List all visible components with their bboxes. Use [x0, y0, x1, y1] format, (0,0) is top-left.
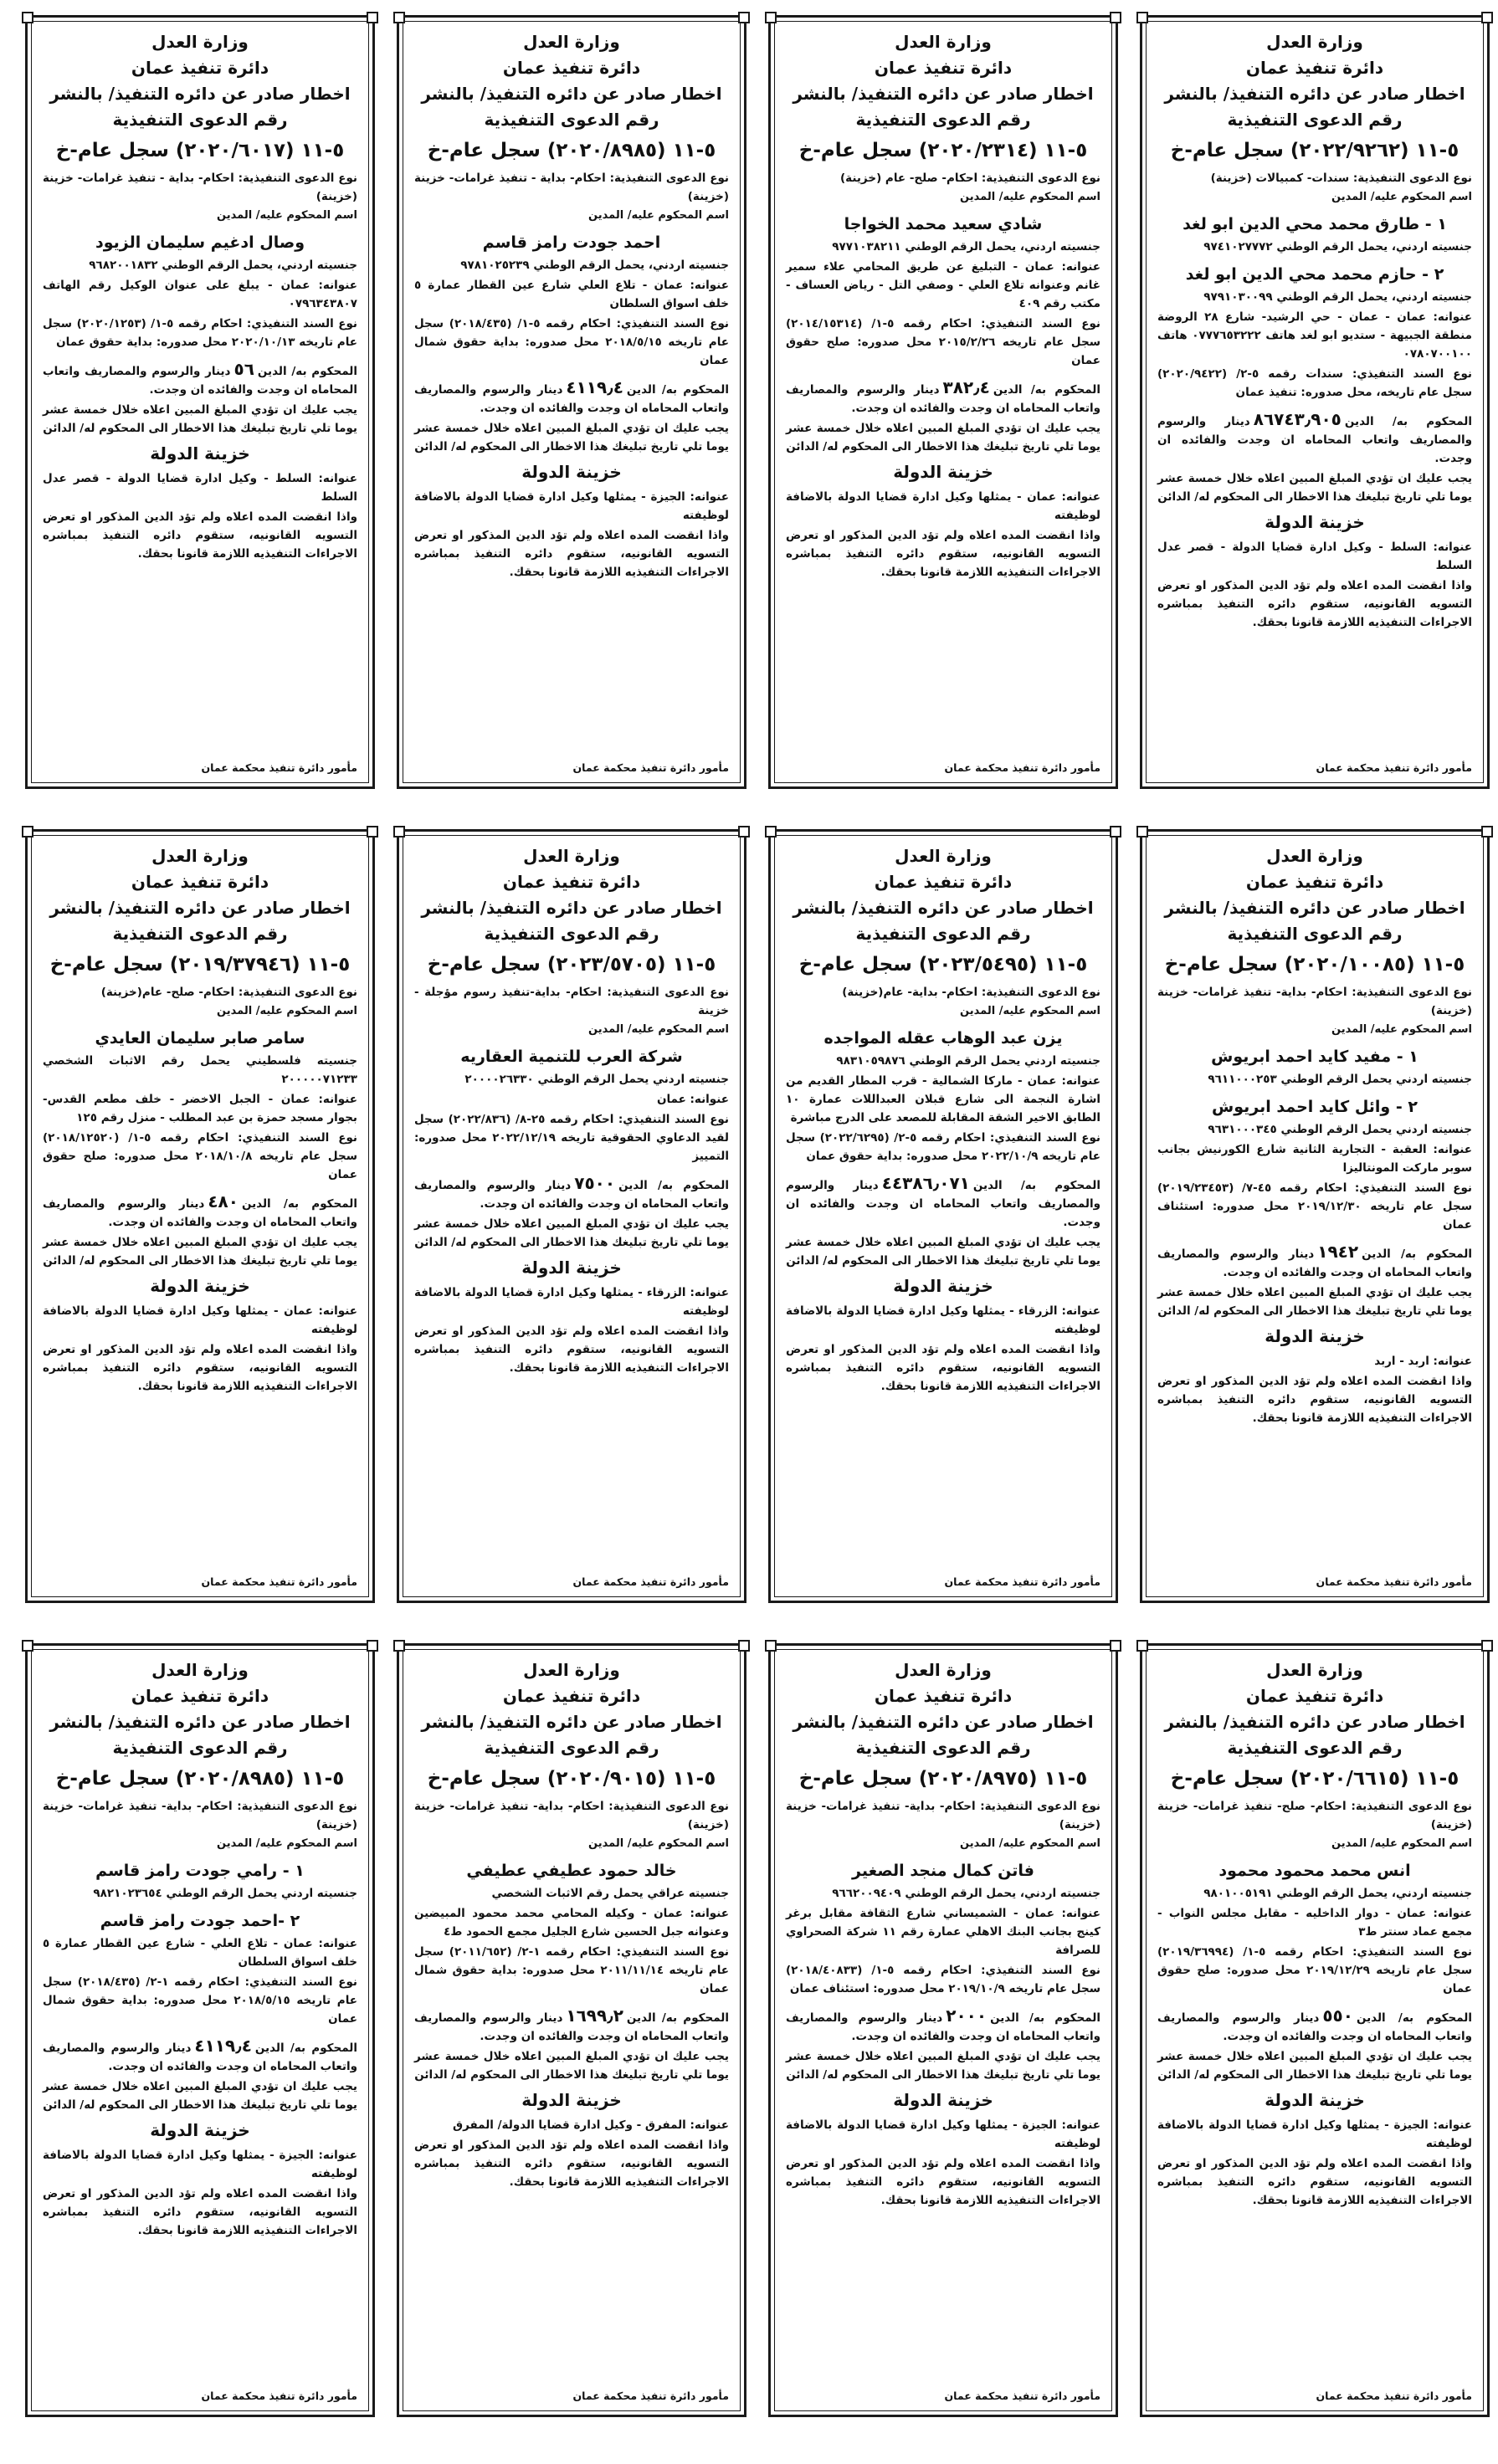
debt-amount: ٥٥٠ [1322, 2006, 1353, 2026]
executive-deed: نوع السند التنفيذي: احكام رقمه ٥-١/ (٢٠١٨/٤٠٨٣٣) سجل عام تاريخه ٢٠١٩/١٠/٩ محل صدوره: استئناف عمان [786, 1964, 1100, 1995]
executive-deed: نوع السند التنفيذي: احكام رقمه ٥-١/ (٢٠٢٠/١٢٥٣) سجل عام تاريخه ٢٠٢٠/١٠/١٣ محل صدوره: بداية حقوق عمان [43, 317, 357, 349]
creditor-address: عنوانه: الزرقاء - يمثلها وكيل ادارة قضايا الدولة بالاضافة لوظيفته [414, 1286, 729, 1318]
department-heading: دائرة تنفيذ عمان [131, 872, 269, 892]
amount-label: المحكوم به/ الدين [618, 1179, 729, 1192]
court-notice [768, 1643, 1118, 2417]
debt-amount: ٨٦٧٤٣٫٩٠٥ [1253, 409, 1342, 429]
department-heading: دائرة تنفيذ عمان [1245, 1686, 1384, 1706]
closing-warning: واذا انقضت المده اعلاه ولم تؤد الدين المذكور او تعرض التسويه القانونيه، ستقوم دائره التنفيذ بمباشره الاجراءات التنفيذيه اللازمة قانونا بحقك. [786, 2157, 1100, 2207]
debtor-address: عنوانه: عمان - الشميساني شارع الثقافة مقابل برغر كينج بجانب البنك الاهلي عمارة رقم ١١ شركة الصحراوي للصرافة [786, 1907, 1100, 1957]
payment-notice: يجب عليك ان تؤدي المبلغ المبين اعلاه خلال خمسة عشر يوما تلي تاريخ تبليغك هذا الاخطار الى المحكوم له/ الدائن [43, 2080, 357, 2112]
debtor-name: شركة العرب للتنمية العقاريه [460, 1048, 683, 1066]
notice-title: اخطار صادر عن دائره التنفيذ/ بالنشر [793, 898, 1094, 918]
debtor-address: عنوانه: عمان - تلاع العلي - شارع عين القطار عمارة ٥ خلف اسواق السلطان [43, 1937, 357, 1969]
debtor-id: جنسيته اردني، يحمل الرقم الوطني ٩٧٩١٠٣٠٠٩٩ [1203, 290, 1472, 304]
debtor-label: اسم المحكوم عليه/ المدين [217, 209, 357, 222]
amount-rest: دينار والرسوم والمصاريف واتعاب المحاماه ان وجدت والفائده ان وجدت. [43, 1197, 357, 1229]
case-type: نوع الدعوى التنفيذية: احكام- صلح- عام(خزينة) [100, 986, 357, 999]
creditor-name: خزينة الدولة [150, 443, 250, 464]
creditor-address: عنوانه: عمان - يمثلها وكيل ادارة قضايا الدولة بالاضافة لوظيفته [786, 490, 1100, 522]
notice-title: اخطار صادر عن دائره التنفيذ/ بالنشر [1164, 1712, 1465, 1732]
payment-notice: يجب عليك ان تؤدي المبلغ المبين اعلاه خلال خمسة عشر يوما تلي تاريخ تبليغك هذا الاخطار الى المحكوم له/ الدائن [786, 422, 1100, 453]
creditor-address: عنوانه: الجيزة - يمثلها وكيل ادارة قضايا الدولة بالاضافة لوظيفته [43, 2149, 357, 2180]
judgment-amount-line [43, 357, 357, 399]
payment-notice: يجب عليك ان تؤدي المبلغ المبين اعلاه خلال خمسة عشر يوما تلي تاريخ تبليغك هذا الاخطار الى المحكوم له/ الدائن [1157, 2050, 1472, 2082]
department-heading: دائرة تنفيذ عمان [502, 1686, 641, 1706]
ministry-heading: وزارة العدل [895, 32, 992, 52]
debtor-name: ٢ -احمد جودت رامز قاسم [100, 1912, 300, 1930]
payment-notice: يجب عليك ان تؤدي المبلغ المبين اعلاه خلال خمسة عشر يوما تلي تاريخ تبليغك هذا الاخطار الى المحكوم له/ الدائن [414, 1217, 729, 1249]
debt-amount: ١٦٩٩٫٢ [566, 2006, 623, 2026]
closing-warning: واذا انقضت المده اعلاه ولم تؤد الدين المذكور او تعرض التسويه القانونيه، ستقوم دائره التنفيذ بمباشره الاجراءات التنفيذيه اللازمة قانونا بحقك. [414, 2139, 729, 2189]
case-type: نوع الدعوى التنفيذية: احكام- بداية- تنفيذ غرامات- خزينة (خزينة) [43, 1800, 357, 1831]
notice-title: اخطار صادر عن دائره التنفيذ/ بالنشر [793, 84, 1094, 104]
amount-rest: دينار والرسوم والمصاريف واتعاب المحاماه ان وجدت والفائده ان وجدت. [414, 1179, 729, 1211]
judgment-amount-line [786, 2004, 1100, 2046]
case-label: رقم الدعوى التنفيذية [112, 1738, 288, 1758]
signature: مأمور دائرة تنفيذ محكمة عمان [572, 2390, 729, 2402]
debtor-name: خالد حمود عطيفي عطيفي [466, 1862, 677, 1880]
debtor-address: عنوانه: عمان - ماركا الشمالية - قرب المطار القديم من اشارة النجمة الى شارع قبلان العبداللات عمارة ١٠ الطابق الاخير الشقة المقابلة للمصعد على الدرج مباشرة [786, 1074, 1100, 1124]
debt-amount: ٤١١٩٫٤ [566, 377, 623, 397]
case-label: رقم الدعوى التنفيذية [1227, 924, 1403, 944]
notice-title: اخطار صادر عن دائره التنفيذ/ بالنشر [421, 898, 722, 918]
case-label: رقم الدعوى التنفيذية [484, 1738, 659, 1758]
debt-amount: ٥٦ [233, 359, 254, 379]
judgment-amount-line [414, 376, 729, 417]
debtor-name: سامر صابر سليمان العايدي [95, 1029, 305, 1048]
executive-deed: نوع السند التنفيذي: سندات رقمه ٥-٢/ (٢٠٢٠/٩٤٢٢) سجل عام تاريخه، محل صدوره: تنفيذ عمان [1157, 367, 1472, 399]
ministry-heading: وزارة العدل [895, 846, 992, 866]
case-label: رقم الدعوى التنفيذية [855, 110, 1031, 130]
judgment-amount-line [786, 1171, 1100, 1232]
executive-deed: نوع السند التنفيذي: احكام رقمه ٤٥-٧/ (٢٠١٩/٢٣٤٥٣) سجل عام تاريخه ٢٠١٩/١٢/٣٠ محل صدوره: استئناف عمان [1157, 1181, 1472, 1232]
closing-warning: واذا انقضت المده اعلاه ولم تؤد الدين المذكور او تعرض التسويه القانونيه، ستقوم دائره التنفيذ بمباشره الاجراءات التنفيذيه اللازمة قانونا بحقك. [1157, 2157, 1472, 2207]
debtor-address: عنوانه: عمان - التبليغ عن طريق المحامي علاء سمير غانم وعنوانه تلاع العلي - وصفي التل - رياض العساف - مكتب رقم ٤٠٩ [786, 260, 1100, 310]
department-heading: دائرة تنفيذ عمان [874, 1686, 1013, 1706]
amount-label: المحكوم به/ الدين [1344, 415, 1472, 428]
debtor-address: عنوانه: عمان - يبلغ على عنوان الوكيل رقم الهاتف ٠٧٩٦٣٤٣٨٠٧ [43, 279, 357, 310]
ministry-heading: وزارة العدل [151, 32, 249, 52]
creditor-name: خزينة الدولة [1265, 512, 1365, 532]
judgment-amount-line [414, 1171, 729, 1213]
debtor-name: فاتن كمال منجد الصغير [852, 1862, 1034, 1880]
payment-notice: يجب عليك ان تؤدي المبلغ المبين اعلاه خلال خمسة عشر يوما تلي تاريخ تبليغك هذا الاخطار الى المحكوم له/ الدائن [43, 1236, 357, 1268]
creditor-name: خزينة الدولة [893, 1276, 993, 1296]
case-label: رقم الدعوى التنفيذية [484, 110, 659, 130]
case-number: ٥-١١ (٢٠٢٣/٥٤٩٥) سجل عام-خ [798, 954, 1088, 976]
debtor-name: ١ - رامي جودت رامز قاسم [95, 1862, 305, 1880]
judgment-amount-line [43, 2034, 357, 2076]
creditor-address: عنوانه: الزرقاء - يمثلها وكيل ادارة قضايا الدولة بالاضافة لوظيفته [786, 1304, 1100, 1336]
debtor-id: جنسيته اردني، يحمل الرقم الوطني ٩٧٤١٠٢٧٧٧٢ [1203, 240, 1472, 254]
case-number: ٥-١١ (٢٠١٩/٣٧٩٤٦) سجل عام-خ [49, 954, 351, 976]
case-number: ٥-١١ (٢٠٢٠/٦٠١٧) سجل عام-خ [55, 140, 345, 161]
closing-warning: واذا انقضت المده اعلاه ولم تؤد الدين المذكور او تعرض التسويه القانونيه، ستقوم دائره التنفيذ بمباشره الاجراءات التنفيذيه اللازمة قانونا بحقك. [414, 529, 729, 579]
debt-amount: ٣٨٢٫٤ [942, 377, 990, 397]
debtor-address: عنوانه: عمان - الجبل الاخضر - خلف مطعم القدس- بجوار مسجد حمزة بن عبد المطلب - منزل رقم ١٢٥ [43, 1093, 357, 1124]
debtor-name: ٢ - حازم محمد محي الدين ابو لغد [1185, 265, 1444, 284]
case-label: رقم الدعوى التنفيذية [1227, 110, 1403, 130]
case-number: ٥-١١ (٢٠٢٠/٨٩٨٥) سجل عام-خ [427, 140, 716, 161]
closing-warning: واذا انقضت المده اعلاه ولم تؤد الدين المذكور او تعرض التسويه القانونيه، ستقوم دائره التنفيذ بمباشره الاجراءات التنفيذيه اللازمة قانونا بحقك. [43, 510, 357, 561]
signature: مأمور دائرة تنفيذ محكمة عمان [572, 1575, 729, 1588]
judgment-amount-line [43, 1190, 357, 1232]
case-number: ٥-١١ (٢٠٢٠/٦٦١٥) سجل عام-خ [1170, 1768, 1460, 1790]
signature: مأمور دائرة تنفيذ محكمة عمان [1316, 761, 1472, 774]
notices-grid [25, 0, 1490, 2432]
creditor-name: خزينة الدولة [1265, 1326, 1365, 1346]
executive-deed: نوع السند التنفيذي: احكام رقمه ٥-١/ (٢٠١٨/١٢٥٢٠) سجل عام تاريخه ٢٠١٨/١٠/٨ محل صدوره: صلح حقوق عمان [43, 1131, 357, 1181]
case-number: ٥-١١ (٢٠٢٢/٩٢٦٢) سجل عام-خ [1170, 140, 1460, 161]
creditor-address: عنوانه: الجيزة - يمثلها وكيل ادارة قضايا الدولة بالاضافة لوظيفته [786, 2118, 1100, 2150]
amount-label: المحكوم به/ الدين [1362, 1247, 1472, 1261]
ministry-heading: وزارة العدل [151, 1660, 249, 1680]
payment-notice: يجب عليك ان تؤدي المبلغ المبين اعلاه خلال خمسة عشر يوما تلي تاريخ تبليغك هذا الاخطار الى المحكوم له/ الدائن [786, 1236, 1100, 1268]
ministry-heading: وزارة العدل [151, 846, 249, 866]
court-notice [1140, 829, 1490, 1603]
department-heading: دائرة تنفيذ عمان [131, 58, 269, 78]
payment-notice: يجب عليك ان تؤدي المبلغ المبين اعلاه خلال خمسة عشر يوما تلي تاريخ تبليغك هذا الاخطار الى المحكوم له/ الدائن [1157, 472, 1472, 504]
amount-rest: دينار والرسوم والمصاريف واتعاب المحاماه ان وجدت والفائده ان وجدت. [1157, 1247, 1472, 1279]
judgment-amount-line [786, 376, 1100, 417]
department-heading: دائرة تنفيذ عمان [1245, 58, 1384, 78]
ministry-heading: وزارة العدل [523, 1660, 620, 1680]
case-type: نوع الدعوى التنفيذية: احكام- بداية- تنفيذ غرامات- خزينة (خزينة) [1157, 986, 1472, 1017]
debt-amount: ٤٨٠ [208, 1191, 239, 1212]
debtor-label: اسم المحكوم عليه/ المدين [1331, 1023, 1472, 1036]
amount-rest: دينار والرسوم والمصاريف واتعاب المحاماه ان وجدت والفائده ان وجدت. [786, 383, 1100, 415]
debtor-label: اسم المحكوم عليه/ المدين [1331, 191, 1472, 203]
executive-deed: نوع السند التنفيذي: احكام رقمه ٥-١/ (٢٠١٩/٣٦٩٩٤) سجل عام تاريخه ٢٠١٩/١٢/٢٩ محل صدوره: صلح حقوق عمان [1157, 1945, 1472, 1995]
notice-title: اخطار صادر عن دائره التنفيذ/ بالنشر [421, 84, 722, 104]
amount-rest: دينار والرسوم والمصاريف واتعاب المحاماه ان وجدت والفائده ان وجدت. [43, 365, 357, 397]
amount-rest: دينار والرسوم والمصاريف واتعاب المحاماه ان وجدت والفائده ان وجدت. [414, 2011, 729, 2043]
debtor-label: اسم المحكوم عليه/ المدين [588, 1023, 729, 1036]
debtor-address: عنوانه: عمان - عمان - حي الرشيد- شارع ٢٨ الروضة منطقة الجبيهة - ستديو ابو لغد هاتف ٠٧٧٧٦٥٣٢٢٢ هاتف ٠٧٨٠٧٠٠١٠٠ [1157, 310, 1472, 361]
debtor-id: جنسيته اردني، يحمل الرقم الوطني ٩٧٨١٠٢٥٢٣٩ [460, 259, 729, 272]
judgment-amount-line [1157, 2004, 1472, 2046]
case-number: ٥-١١ (٢٠٢٠/٨٩٨٥) سجل عام-خ [55, 1768, 345, 1790]
court-notice [1140, 1643, 1490, 2417]
debtor-id: جنسيته اردني يحمل الرقم الوطني ٩٨٣١٠٥٩٨٧٦ [836, 1054, 1100, 1068]
amount-label: المحكوم به/ الدين [990, 2011, 1100, 2025]
debtor-label: اسم المحكوم عليه/ المدين [217, 1005, 357, 1017]
amount-rest: دينار والرسوم والمصاريف واتعاب المحاماه ان وجدت والفائده ان وجدت. [786, 1179, 1100, 1229]
creditor-name: خزينة الدولة [1265, 2090, 1365, 2110]
debt-amount: ٤١١٩٫٤ [194, 2036, 252, 2056]
case-type: نوع الدعوى التنفيذية: احكام- بداية-تنفيذ رسوم مؤجلة - خزينة [414, 986, 729, 1017]
creditor-name: خزينة الدولة [521, 1258, 622, 1278]
creditor-name: خزينة الدولة [893, 2090, 993, 2110]
signature: مأمور دائرة تنفيذ محكمة عمان [1316, 2390, 1472, 2402]
signature: مأمور دائرة تنفيذ محكمة عمان [201, 2390, 357, 2402]
debtor-id: جنسيته اردني يحمل الرقم الوطني ٢٠٠٠٠٢٦٣٣٠ [464, 1073, 729, 1086]
debt-amount: ٢٠٠٠ [946, 2006, 988, 2026]
case-number: ٥-١١ (٢٠٢٠/١٠٠٨٥) سجل عام-خ [1164, 954, 1465, 976]
debtor-name: يزن عبد الوهاب عقله المواجده [823, 1029, 1063, 1048]
signature: مأمور دائرة تنفيذ محكمة عمان [572, 761, 729, 774]
debtor-id: جنسيته اردني، يحمل الرقم الوطني ٩٦٦٢٠٠٩٤٠٩ [832, 1887, 1100, 1900]
signature: مأمور دائرة تنفيذ محكمة عمان [944, 2390, 1100, 2402]
amount-label: المحكوم به/ الدين [626, 383, 729, 397]
ministry-heading: وزارة العدل [1266, 1660, 1363, 1680]
court-notice [25, 15, 375, 789]
amount-rest: دينار والرسوم والمصاريف واتعاب المحاماه ان وجدت والفائده ان وجدت. [43, 2041, 357, 2073]
court-notice [25, 829, 375, 1603]
case-number: ٥-١١ (٢٠٢٣/٥٧٠٥) سجل عام-خ [427, 954, 716, 976]
amount-rest: دينار والرسوم والمصاريف واتعاب المحاماه ان وجدت والفائده ان وجدت. [786, 2011, 1100, 2043]
case-label: رقم الدعوى التنفيذية [112, 110, 288, 130]
executive-deed: نوع السند التنفيذي: احكام رقمه ١-٢/ (٢٠١١/٦٥٢) سجل عام تاريخه ٢٠١١/١١/١٤ محل صدوره: بداية حقوق شمال عمان [414, 1945, 729, 1995]
payment-notice: يجب عليك ان تؤدي المبلغ المبين اعلاه خلال خمسة عشر يوما تلي تاريخ تبليغك هذا الاخطار الى المحكوم له/ الدائن [414, 2050, 729, 2082]
debt-amount: ٤٤٣٨٦٫٠٧١ [881, 1173, 970, 1193]
debtor-address: عنوانه: عمان [656, 1093, 729, 1106]
debt-amount: ١٩٤٢ [1317, 1242, 1359, 1262]
debtor-label: اسم المحكوم عليه/ المدين [960, 191, 1100, 203]
debtor-id: جنسيته اردني، يحمل الرقم الوطني ٩٧٧١٠٣٨٢١١ [832, 240, 1100, 254]
closing-warning: واذا انقضت المده اعلاه ولم تؤد الدين المذكور او تعرض التسويه القانونيه، ستقوم دائره التنفيذ بمباشره الاجراءات التنفيذيه اللازمة قانونا بحقك. [786, 1343, 1100, 1393]
debtor-name: ٢ - وائل كايد احمد ابريوش [1212, 1098, 1418, 1116]
judgment-amount-line [1157, 1240, 1472, 1282]
case-type: نوع الدعوى التنفيذية: احكام- بداية- تنفيذ غرامات- خزينة (خزينة) [786, 1800, 1100, 1831]
creditor-address: عنوانه: الجيزة - يمثلها وكيل ادارة قضايا الدولة بالاضافة لوظيفته [414, 490, 729, 522]
department-heading: دائرة تنفيذ عمان [874, 872, 1013, 892]
department-heading: دائرة تنفيذ عمان [874, 58, 1013, 78]
case-label: رقم الدعوى التنفيذية [855, 924, 1031, 944]
debtor-id: جنسيته فلسطيني يحمل رقم الاثبات الشخصي ٢٠٠٠٠٠٧١٢٣٣ [43, 1054, 357, 1086]
debtor-name: وصال ادغيم سليمان الزيود [95, 233, 305, 252]
creditor-address: عنوانه: الجيزة - يمثلها وكيل ادارة قضايا الدولة بالاضافة لوظيفته [1157, 2118, 1472, 2150]
court-notice [397, 1643, 746, 2417]
amount-label: المحكوم به/ الدين [257, 365, 357, 378]
debtor-label: اسم المحكوم عليه/ المدين [588, 209, 729, 222]
creditor-address: عنوانه: المفرق - وكيل ادارة قضايا الدولة/ المفرق [453, 2118, 729, 2132]
court-notice [397, 15, 746, 789]
court-notice [25, 1643, 375, 2417]
debtor-id: جنسيته اردني يحمل الرقم الوطني ٩٦١١٠٠٠٢٥٣ [1208, 1073, 1472, 1086]
department-heading: دائرة تنفيذ عمان [131, 1686, 269, 1706]
executive-deed: نوع السند التنفيذي: احكام رقمه ٢٥-٨/ (٢٠٢٢/٨٣٦) سجل لقيد الدعاوي الحقوقية تاريخه ٢٠٢٢/١٢/١٩ محل صدوره: التمييز [414, 1113, 729, 1163]
case-number: ٥-١١ (٢٠٢٠/٢٣١٤) سجل عام-خ [798, 140, 1088, 161]
department-heading: دائرة تنفيذ عمان [1245, 872, 1384, 892]
creditor-address: عنوانه: اربد - اربد [1374, 1355, 1472, 1368]
signature: مأمور دائرة تنفيذ محكمة عمان [201, 1575, 357, 1588]
debtor-id: جنسيته اردني يحمل الرقم الوطني ٩٦٣١٠٠٠٣٤٥ [1208, 1123, 1472, 1136]
debt-amount: ٧٥٠٠ [574, 1173, 616, 1193]
creditor-name: خزينة الدولة [150, 2120, 250, 2140]
closing-warning: واذا انقضت المده اعلاه ولم تؤد الدين المذكور او تعرض التسويه القانونيه، ستقوم دائره التنفيذ بمباشره الاجراءات التنفيذيه اللازمة قانونا بحقك. [786, 529, 1100, 579]
department-heading: دائرة تنفيذ عمان [502, 872, 641, 892]
case-label: رقم الدعوى التنفيذية [1227, 1738, 1403, 1758]
ministry-heading: وزارة العدل [1266, 32, 1363, 52]
case-number: ٥-١١ (٢٠٢٠/٨٩٧٥) سجل عام-خ [798, 1768, 1088, 1790]
amount-rest: دينار والرسوم والمصاريف واتعاب المحاماه ان وجدت والفائده ان وجدت. [1157, 415, 1472, 465]
amount-label: المحكوم به/ الدين [241, 1197, 357, 1211]
signature: مأمور دائرة تنفيذ محكمة عمان [201, 761, 357, 774]
debtor-id: جنسيته اردني، يحمل الرقم الوطني ٩٨٠١٠٠٥١٩١ [1203, 1887, 1472, 1900]
debtor-id: جنسيته عراقي يحمل رقم الاثبات الشخصي [491, 1887, 729, 1900]
case-type: نوع الدعوى التنفيذية: احكام- بداية- تنفيذ غرامات- خزينة (خزينة) [414, 1800, 729, 1831]
ministry-heading: وزارة العدل [523, 846, 620, 866]
notice-title: اخطار صادر عن دائره التنفيذ/ بالنشر [793, 1712, 1094, 1732]
executive-deed: نوع السند التنفيذي: احكام رقمه ٥-٢/ (٢٠٢٢/٦٢٩٥) سجل عام تاريخه ٢٠٢٢/١٠/٩ محل صدوره: بداية حقوق عمان [786, 1131, 1100, 1163]
case-type: نوع الدعوى التنفيذية: احكام- صلح- عام (خزينة) [840, 172, 1100, 185]
creditor-name: خزينة الدولة [150, 1276, 250, 1296]
payment-notice: يجب عليك ان تؤدي المبلغ المبين اعلاه خلال خمسة عشر يوما تلي تاريخ تبليغك هذا الاخطار الى المحكوم له/ الدائن [43, 403, 357, 435]
amount-rest: دينار والرسوم والمصاريف واتعاب المحاماه ان وجدت والفائده ان وجدت. [414, 383, 729, 415]
debtor-name: انس محمد محمود محمود [1218, 1862, 1411, 1880]
ministry-heading: وزارة العدل [1266, 846, 1363, 866]
debtor-name: ١ - مفيد كايد احمد ابريوش [1211, 1048, 1418, 1066]
closing-warning: واذا انقضت المده اعلاه ولم تؤد الدين المذكور او تعرض التسويه القانونيه، ستقوم دائره التنفيذ بمباشره الاجراءات التنفيذيه اللازمة قانونا بحقك. [1157, 579, 1472, 629]
debtor-id: جنسيته اردني يحمل الرقم الوطني ٩٨٢١٠٢٣٦٥٤ [93, 1887, 357, 1900]
amount-rest: دينار والرسوم والمصاريف واتعاب المحاماه ان وجدت والفائده ان وجدت. [1157, 2011, 1472, 2043]
notice-title: اخطار صادر عن دائره التنفيذ/ بالنشر [1164, 898, 1465, 918]
ministry-heading: وزارة العدل [895, 1660, 992, 1680]
executive-deed: نوع السند التنفيذي: احكام رقمه ١-٢/ (٢٠١٨/٤٣٥) سجل عام تاريخه ٢٠١٨/٥/١٥ محل صدوره: بداية حقوق شمال عمان [43, 1975, 357, 2026]
payment-notice: يجب عليك ان تؤدي المبلغ المبين اعلاه خلال خمسة عشر يوما تلي تاريخ تبليغك هذا الاخطار الى المحكوم له/ الدائن [1157, 1286, 1472, 1318]
creditor-name: خزينة الدولة [893, 462, 993, 482]
amount-label: المحكوم به/ الدين [972, 1179, 1100, 1192]
closing-warning: واذا انقضت المده اعلاه ولم تؤد الدين المذكور او تعرض التسويه القانونيه، ستقوم دائره التنفيذ بمباشره الاجراءات التنفيذيه اللازمة قانونا بحقك. [43, 1343, 357, 1393]
notice-title: اخطار صادر عن دائره التنفيذ/ بالنشر [1164, 84, 1465, 104]
department-heading: دائرة تنفيذ عمان [502, 58, 641, 78]
debtor-id: جنسيته اردني، يحمل الرقم الوطني ٩٦٨٢٠٠١٨٣٢ [89, 259, 357, 272]
creditor-name: خزينة الدولة [521, 2090, 622, 2110]
debtor-label: اسم المحكوم عليه/ المدين [217, 1837, 357, 1850]
closing-warning: واذا انقضت المده اعلاه ولم تؤد الدين المذكور او تعرض التسويه القانونيه، ستقوم دائره التنفيذ بمباشره الاجراءات التنفيذيه اللازمة قانونا بحقك. [43, 2187, 357, 2237]
judgment-amount-line [414, 2004, 729, 2046]
court-notice [768, 15, 1118, 789]
case-type: نوع الدعوى التنفيذية: احكام- بداية - تنفيذ غرامات- خزينة (خزينة) [414, 172, 729, 203]
notice-title: اخطار صادر عن دائره التنفيذ/ بالنشر [49, 1712, 351, 1732]
creditor-address: عنوانه: السلط - وكيل ادارة قضايا الدولة - قصر عدل السلط [1157, 540, 1472, 572]
case-label: رقم الدعوى التنفيذية [484, 924, 659, 944]
creditor-name: خزينة الدولة [521, 462, 622, 482]
debtor-address: عنوانه: عمان - وكيله المحامي محمد محمود المبيضين وعنوانه جبل الحسين شارع الجليل مجمع الحمود ط٤ [414, 1907, 729, 1939]
debtor-name: احمد جودت رامز قاسم [482, 233, 661, 252]
executive-deed: نوع السند التنفيذي: احكام رقمه ٥-١/ (٢٠١٤/١٥٣١٤) سجل عام تاريخه ٢٠١٥/٢/٢٦ محل صدوره: صلح حقوق عمان [786, 317, 1100, 367]
debtor-name: شادي سعيد محمد الخواجا [844, 215, 1043, 233]
amount-label: المحكوم به/ الدين [993, 383, 1100, 397]
case-type: نوع الدعوى التنفيذية: احكام- بداية- عام(خزينة) [842, 986, 1100, 999]
court-notice [1140, 15, 1490, 789]
case-type: نوع الدعوى التنفيذية: احكام- صلح- تنفيذ غرامات- خزينة (خزينة) [1157, 1800, 1472, 1831]
amount-label: المحكوم به/ الدين [1356, 2011, 1472, 2025]
notice-title: اخطار صادر عن دائره التنفيذ/ بالنشر [49, 898, 351, 918]
debtor-label: اسم المحكوم عليه/ المدين [1331, 1837, 1472, 1850]
closing-warning: واذا انقضت المده اعلاه ولم تؤد الدين المذكور او تعرض التسويه القانونيه، ستقوم دائره التنفيذ بمباشره الاجراءات التنفيذيه اللازمة قانونا بحقك. [1157, 1375, 1472, 1425]
debtor-name: ١ - طارق محمد محي الدين ابو لغد [1182, 215, 1447, 233]
notice-title: اخطار صادر عن دائره التنفيذ/ بالنشر [421, 1712, 722, 1732]
signature: مأمور دائرة تنفيذ محكمة عمان [944, 1575, 1100, 1588]
case-type: نوع الدعوى التنفيذية: احكام- بداية - تنفيذ غرامات- خزينة (خزينة) [43, 172, 357, 203]
debtor-address: عنوانه: العقبة - التجارية الثانية شارع الكورنيش بجانب سوبر ماركت المونتاليزا [1157, 1143, 1472, 1175]
creditor-address: عنوانه: عمان - يمثلها وكيل ادارة قضايا الدولة بالاضافة لوظيفته [43, 1304, 357, 1336]
amount-label: المحكوم به/ الدين [254, 2041, 357, 2055]
debtor-label: اسم المحكوم عليه/ المدين [588, 1837, 729, 1850]
executive-deed: نوع السند التنفيذي: احكام رقمه ٥-١/ (٢٠١٨/٤٣٥) سجل عام تاريخه ٢٠١٨/٥/١٥ محل صدوره: بداية حقوق شمال عمان [414, 317, 729, 367]
debtor-address: عنوانه: عمان - تلاع العلي شارع عين القطار عمارة ٥ خلف اسواق السلطان [414, 279, 729, 310]
debtor-address: عنوانه: عمان - دوار الداخليه - مقابل مجلس النواب - مجمع عماد سنتر ط٣ [1157, 1907, 1472, 1939]
amount-label: المحكوم به/ الدين [626, 2011, 729, 2025]
debtor-label: اسم المحكوم عليه/ المدين [960, 1837, 1100, 1850]
judgment-amount-line [1157, 407, 1472, 468]
case-label: رقم الدعوى التنفيذية [855, 1738, 1031, 1758]
closing-warning: واذا انقضت المده اعلاه ولم تؤد الدين المذكور او تعرض التسويه القانونيه، ستقوم دائره التنفيذ بمباشره الاجراءات التنفيذيه اللازمة قانونا بحقك. [414, 1324, 729, 1375]
signature: مأمور دائرة تنفيذ محكمة عمان [944, 761, 1100, 774]
signature: مأمور دائرة تنفيذ محكمة عمان [1316, 1575, 1472, 1588]
court-notice [397, 829, 746, 1603]
court-notice [768, 829, 1118, 1603]
case-type: نوع الدعوى التنفيذية: سندات- كمبيالات (خزينة) [1210, 172, 1472, 185]
case-label: رقم الدعوى التنفيذية [112, 924, 288, 944]
payment-notice: يجب عليك ان تؤدي المبلغ المبين اعلاه خلال خمسة عشر يوما تلي تاريخ تبليغك هذا الاخطار الى المحكوم له/ الدائن [414, 422, 729, 453]
debtor-label: اسم المحكوم عليه/ المدين [960, 1005, 1100, 1017]
payment-notice: يجب عليك ان تؤدي المبلغ المبين اعلاه خلال خمسة عشر يوما تلي تاريخ تبليغك هذا الاخطار الى المحكوم له/ الدائن [786, 2050, 1100, 2082]
notice-title: اخطار صادر عن دائره التنفيذ/ بالنشر [49, 84, 351, 104]
ministry-heading: وزارة العدل [523, 32, 620, 52]
creditor-address: عنوانه: السلط - وكيل ادارة قضايا الدولة - قصر عدل السلط [43, 472, 357, 504]
case-number: ٥-١١ (٢٠٢٠/٩٠١٥) سجل عام-خ [427, 1768, 716, 1790]
